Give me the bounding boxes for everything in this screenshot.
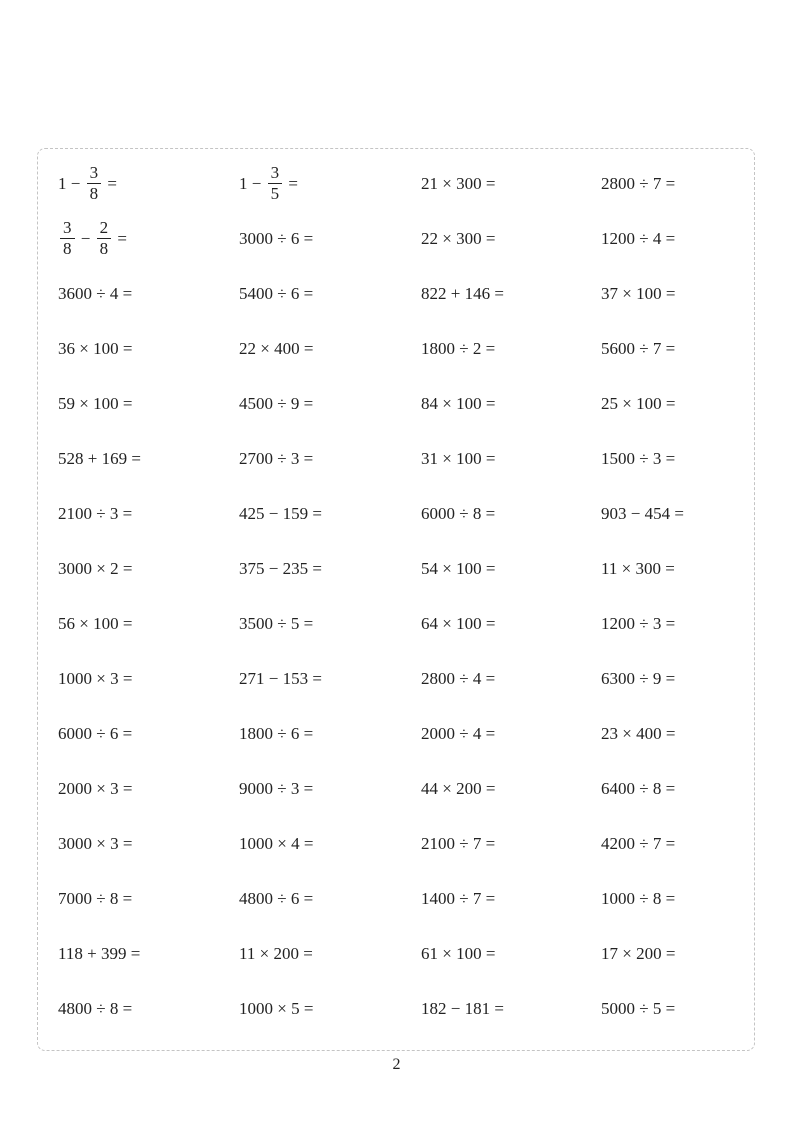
math-problem — [58, 596, 239, 651]
problem-text: 6000 ÷ 6 = — [58, 723, 133, 743]
math-problem — [421, 926, 601, 981]
math-problem — [601, 486, 754, 541]
problem-text: 1 − — [239, 173, 266, 193]
problem-text: 54 × 100 = — [421, 558, 496, 578]
problem-text: = — [113, 228, 127, 248]
problem-text: 3500 ÷ 5 = — [239, 613, 314, 633]
fraction — [60, 219, 75, 258]
problem-text: 425 − 159 = — [239, 503, 322, 523]
math-problem — [58, 541, 239, 596]
problem-text: 2800 ÷ 4 = — [421, 668, 496, 688]
math-problem — [239, 266, 421, 321]
problem-text: 22 × 400 = — [239, 338, 314, 358]
problem-text: 64 × 100 = — [421, 613, 496, 633]
math-problem — [239, 376, 421, 431]
problem-text: 118 + 399 = — [58, 943, 141, 963]
math-problem — [601, 156, 754, 211]
fraction-numerator: 2 — [97, 219, 112, 239]
math-problem — [239, 706, 421, 761]
math-problem — [58, 486, 239, 541]
problem-text: 1000 ÷ 8 = — [601, 888, 676, 908]
math-problem — [421, 211, 601, 266]
problem-text: 9000 ÷ 3 = — [239, 778, 314, 798]
math-problem — [421, 321, 601, 376]
problem-text: 375 − 235 = — [239, 558, 322, 578]
problem-text: 903 − 454 = — [601, 503, 684, 523]
math-problem — [601, 816, 754, 871]
fraction-denominator: 8 — [63, 239, 72, 258]
problem-text: 84 × 100 = — [421, 393, 496, 413]
math-problem — [601, 871, 754, 926]
problem-text: = — [284, 173, 298, 193]
math-problem — [421, 981, 601, 1036]
math-problem — [239, 761, 421, 816]
math-problem — [421, 761, 601, 816]
math-problem — [239, 431, 421, 486]
problem-text: 22 × 300 = — [421, 228, 496, 248]
page-number: 2 — [392, 1056, 401, 1073]
problem-text: 56 × 100 = — [58, 613, 133, 633]
math-problem — [58, 816, 239, 871]
math-problem — [58, 156, 239, 211]
math-problem — [239, 156, 421, 211]
math-problem — [421, 486, 601, 541]
math-problem — [601, 266, 754, 321]
math-problem — [239, 211, 421, 266]
math-problem — [421, 706, 601, 761]
math-problem — [601, 761, 754, 816]
math-problem — [58, 211, 239, 266]
problem-text: 1000 × 5 = — [239, 998, 314, 1018]
math-problem — [239, 816, 421, 871]
problem-text: 7000 ÷ 8 = — [58, 888, 133, 908]
fraction — [97, 219, 112, 258]
fraction-numerator: 3 — [87, 164, 102, 184]
problem-text: 11 × 300 = — [601, 558, 675, 578]
math-problem — [421, 651, 601, 706]
problem-text: 3000 ÷ 6 = — [239, 228, 314, 248]
math-problem — [58, 926, 239, 981]
problem-text: 271 − 153 = — [239, 668, 322, 688]
math-problem — [239, 596, 421, 651]
problem-text: 5000 ÷ 5 = — [601, 998, 676, 1018]
problem-text: 2700 ÷ 3 = — [239, 448, 314, 468]
problem-text: 2100 ÷ 3 = — [58, 503, 133, 523]
problem-text: 37 × 100 = — [601, 283, 676, 303]
problem-text: 182 − 181 = — [421, 998, 504, 1018]
math-problem — [421, 156, 601, 211]
math-problem — [601, 321, 754, 376]
math-problem — [601, 706, 754, 761]
problem-text: 21 × 300 = — [421, 173, 496, 193]
math-problem — [421, 431, 601, 486]
fraction — [268, 164, 283, 203]
problem-text: 44 × 200 = — [421, 778, 496, 798]
problem-text: 25 × 100 = — [601, 393, 676, 413]
math-problem — [601, 431, 754, 486]
problem-text: 1400 ÷ 7 = — [421, 888, 496, 908]
math-problem — [58, 761, 239, 816]
math-problem — [58, 651, 239, 706]
problem-text: 2000 ÷ 4 = — [421, 723, 496, 743]
math-problem — [239, 871, 421, 926]
problem-text: 61 × 100 = — [421, 943, 496, 963]
fraction-denominator: 8 — [99, 239, 109, 258]
problem-text: 2100 ÷ 7 = — [421, 833, 496, 853]
problem-text: 3000 × 2 = — [58, 558, 133, 578]
math-problem — [58, 321, 239, 376]
problem-text: = — [103, 173, 117, 193]
problem-text: 11 × 200 = — [239, 943, 313, 963]
problem-text: 31 × 100 = — [421, 448, 496, 468]
math-problem — [601, 211, 754, 266]
math-problem — [58, 981, 239, 1036]
problem-text: 17 × 200 = — [601, 943, 676, 963]
math-problem — [58, 871, 239, 926]
math-problem — [601, 926, 754, 981]
math-problem — [601, 376, 754, 431]
problem-text: 1200 ÷ 4 = — [601, 228, 676, 248]
problem-text: 4200 ÷ 7 = — [601, 833, 676, 853]
problem-text: 1800 ÷ 6 = — [239, 723, 314, 743]
math-problem — [421, 541, 601, 596]
problem-grid — [37, 148, 755, 1051]
math-problem — [239, 926, 421, 981]
problem-text: 1 − — [58, 173, 85, 193]
problem-text: 4500 ÷ 9 = — [239, 393, 314, 413]
math-problem — [58, 706, 239, 761]
math-problem — [239, 981, 421, 1036]
problem-text: 822 + 146 = — [421, 283, 504, 303]
problem-text: 3000 × 3 = — [58, 833, 133, 853]
problem-text: 6000 ÷ 8 = — [421, 503, 496, 523]
problem-text: 5400 ÷ 6 = — [239, 283, 314, 303]
math-problem — [421, 266, 601, 321]
problem-text: 3600 ÷ 4 = — [58, 283, 133, 303]
math-problem — [239, 486, 421, 541]
problem-text: 1000 × 3 = — [58, 668, 133, 688]
problem-text: 5600 ÷ 7 = — [601, 338, 676, 358]
problem-text: 1000 × 4 = — [239, 833, 314, 853]
problem-text: 2800 ÷ 7 = — [601, 173, 676, 193]
problem-text: − — [76, 228, 95, 248]
math-problem — [58, 431, 239, 486]
problem-text: 36 × 100 = — [58, 338, 133, 358]
math-problem — [239, 321, 421, 376]
math-problem — [601, 981, 754, 1036]
fraction-denominator: 8 — [89, 184, 99, 203]
fraction — [87, 164, 102, 203]
problem-text: 2000 × 3 = — [58, 778, 133, 798]
problem-text: 6400 ÷ 8 = — [601, 778, 676, 798]
math-problem — [239, 541, 421, 596]
math-problem — [239, 651, 421, 706]
math-problem — [601, 541, 754, 596]
problem-text: 528 + 169 = — [58, 448, 141, 468]
math-problem — [601, 596, 754, 651]
math-problem — [421, 871, 601, 926]
math-problem — [421, 376, 601, 431]
problem-text: 4800 ÷ 8 = — [58, 998, 133, 1018]
fraction-numerator: 3 — [60, 219, 75, 239]
fraction-numerator: 3 — [268, 164, 283, 184]
math-problem — [421, 816, 601, 871]
math-problem — [421, 596, 601, 651]
problem-text: 1200 ÷ 3 = — [601, 613, 676, 633]
math-problem — [58, 266, 239, 321]
problem-text: 1800 ÷ 2 = — [421, 338, 496, 358]
problem-text: 6300 ÷ 9 = — [601, 668, 676, 688]
problem-text: 59 × 100 = — [58, 393, 133, 413]
math-problem — [601, 651, 754, 706]
problem-text: 4800 ÷ 6 = — [239, 888, 314, 908]
fraction-denominator: 5 — [270, 184, 280, 203]
math-problem — [58, 376, 239, 431]
problem-text: 23 × 400 = — [601, 723, 676, 743]
problem-text: 1500 ÷ 3 = — [601, 448, 676, 468]
